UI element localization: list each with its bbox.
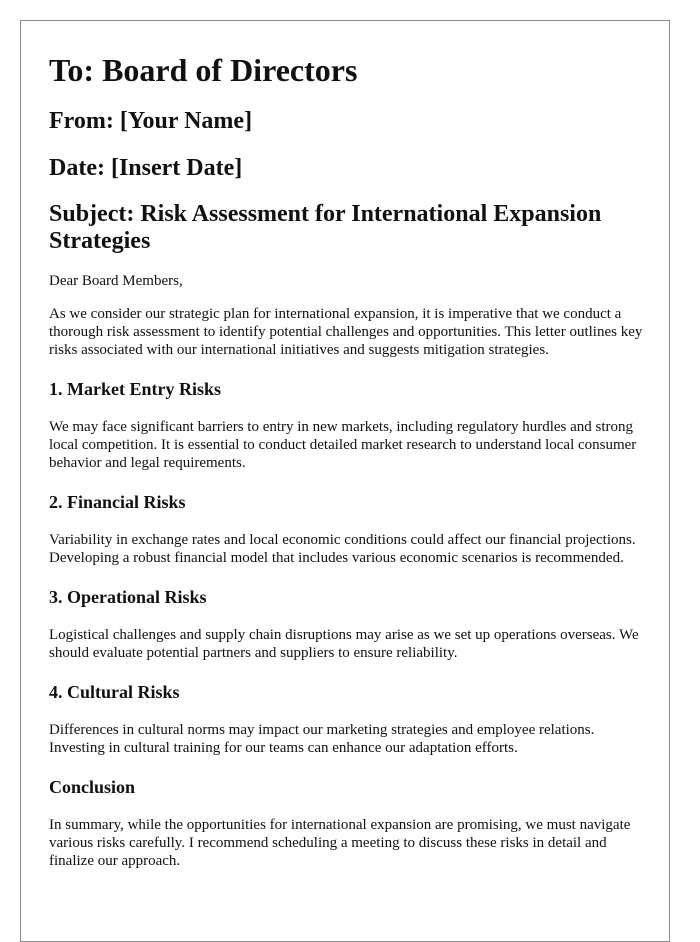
section-heading-market-entry: 1. Market Entry Risks	[49, 379, 221, 399]
section-heading-operational: 3. Operational Risks	[49, 587, 207, 607]
section-body-cultural: Differences in cultural norms may impact our marketing strategies and employee relations. Investing in cultural training for our teams can enhance our adaptation efforts.	[49, 722, 595, 756]
section-body-conclusion: In summary, while the opportunities for international expansion are promising, we must navigate various risks carefully. I recommend scheduling a meeting to discuss these risks in detail and finalize our approach.	[49, 817, 631, 869]
sender-heading: From: [Your Name]	[49, 108, 253, 134]
letter-page	[20, 20, 670, 942]
section-body-financial: Variability in exchange rates and local economic conditions could affect our financial projections. Developing a robust financial model that includes various economic scenarios is recommended.	[49, 532, 636, 566]
intro-paragraph: As we consider our strategic plan for international expansion, it is imperative that we conduct a thorough risk assessment to identify potential challenges and opportunities. This letter outlines key risks associated with our international initiatives and suggests mitigation strategies.	[49, 306, 643, 358]
section-heading-cultural: 4. Cultural Risks	[49, 682, 180, 702]
section-body-market-entry: We may face significant barriers to entry in new markets, including regulatory hurdles and strong local competition. It is essential to conduct detailed market research to understand local consumer behavior and legal requirements.	[49, 419, 637, 471]
section-body-operational: Logistical challenges and supply chain disruptions may arise as we set up operations overseas. We should evaluate potential partners and suppliers to ensure reliability.	[49, 627, 639, 661]
greeting: Dear Board Members,	[49, 273, 183, 289]
section-heading-financial: 2. Financial Risks	[49, 492, 186, 512]
subject-heading: Subject: Risk Assessment for International Expansion Strategies	[49, 201, 602, 254]
section-heading-conclusion: Conclusion	[49, 777, 136, 797]
recipient-heading: To: Board of Directors	[49, 52, 358, 88]
date-heading: Date: [Insert Date]	[49, 155, 243, 181]
